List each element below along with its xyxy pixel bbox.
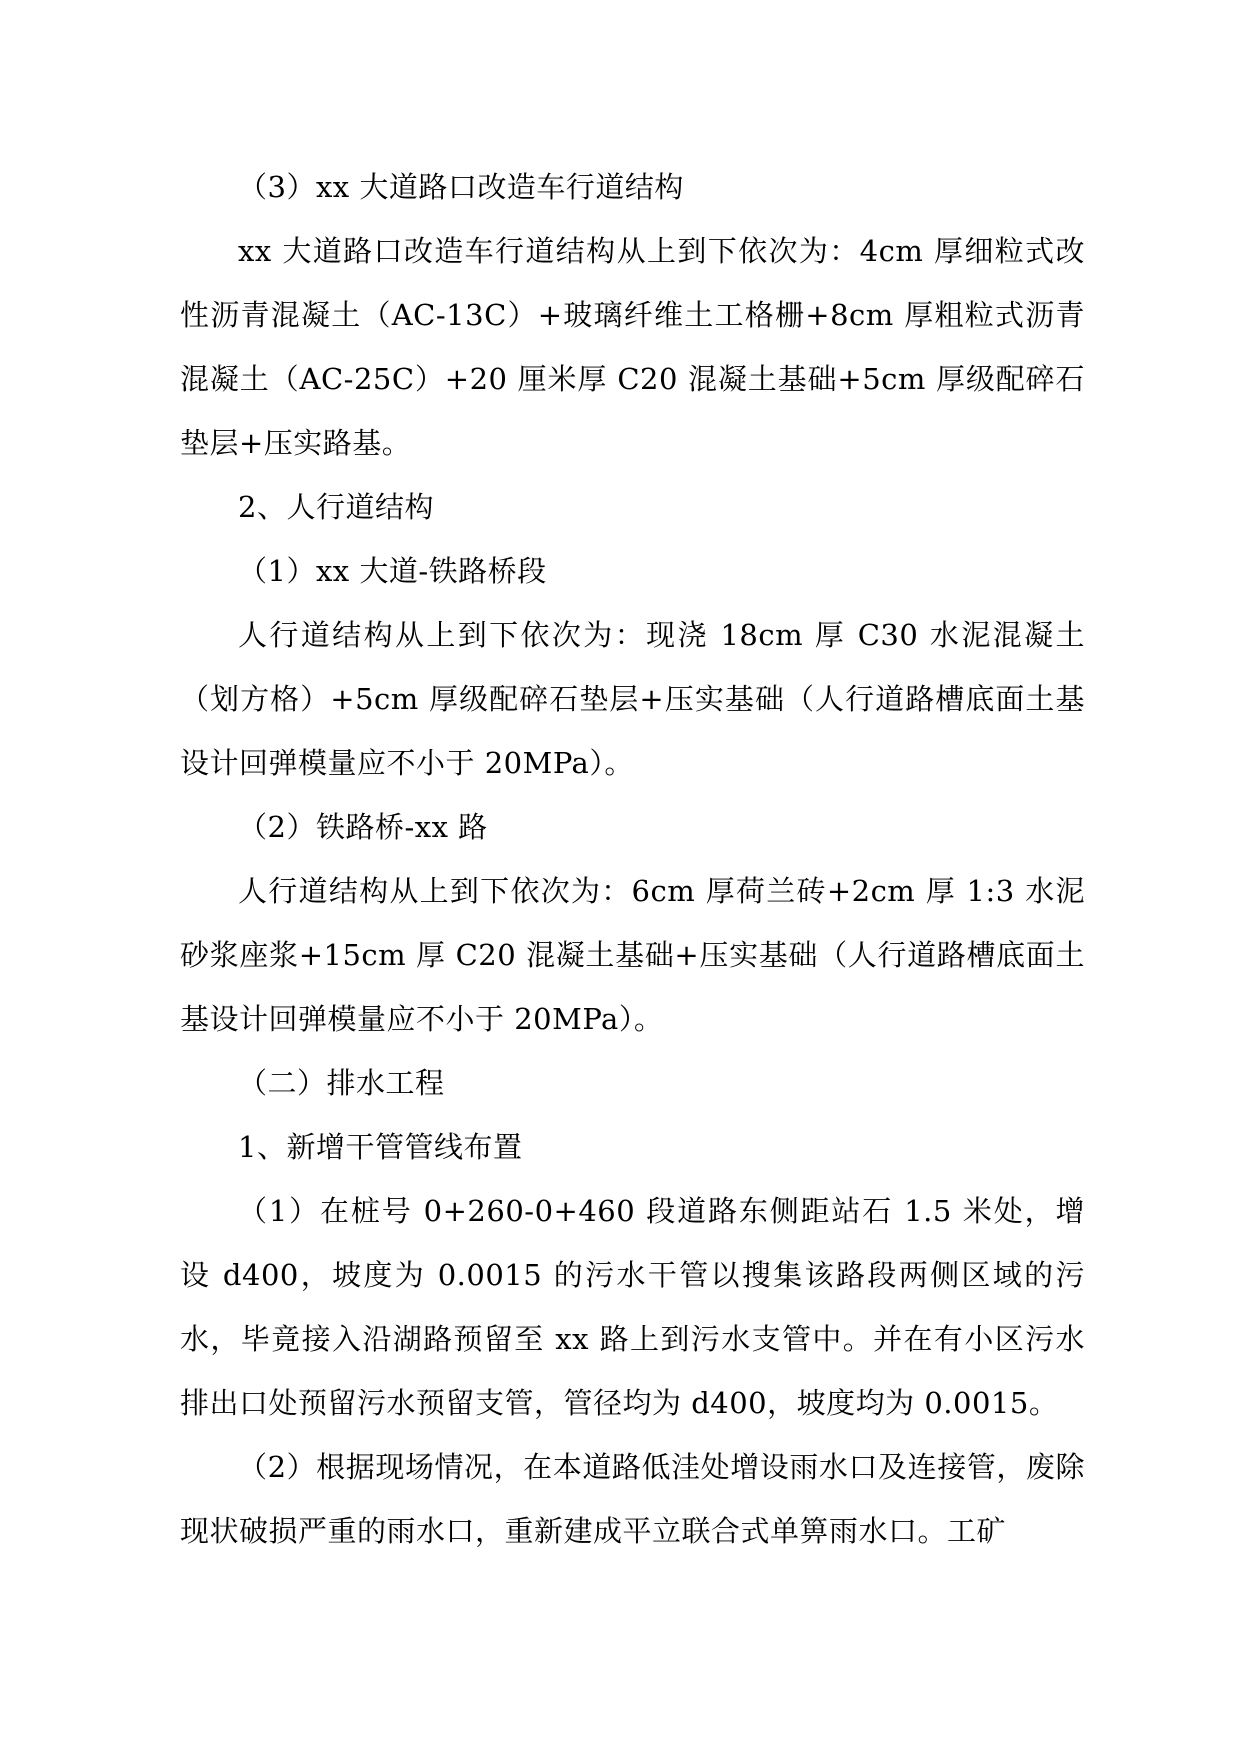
heading-new-main-pipeline: 1、新增干管管线布置 xyxy=(238,1130,523,1164)
heading-drainage-works: （二）排水工程 xyxy=(238,1066,445,1100)
paragraph-roadway-layers: xx 大道路口改造车行道结构从上到下依次为：4cm 厚细粒式改性沥青混凝土（AC-13C）+玻璃纤维土工格栅+8cm 厚粗粒式沥青混凝土（AC-25C）+20 厘米厚 C20 混凝土基础+5cm 厚级配碎石垫层+压实路基。 xyxy=(180,234,1085,460)
subheading-bridge-to-road: （2）铁路桥-xx 路 xyxy=(238,810,488,844)
paragraph-sidewalk-layers-1: 人行道结构从上到下依次为：现浇 18cm 厚 C30 水泥混凝土（划方格）+5cm 厚级配碎石垫层+压实基础（人行道路槽底面土基设计回弹模量应不小于 20MPa）。 xyxy=(180,618,1085,780)
paragraph-sidewalk-layers-2: 人行道结构从上到下依次为：6cm 厚荷兰砖+2cm 厚 1:3 水泥砂浆座浆+15cm 厚 C20 混凝土基础+压实基础（人行道路槽底面土基设计回弹模量应不小于 20MPa）。 xyxy=(180,874,1085,1036)
paragraph-rain-inlets: （2）根据现场情况，在本道路低洼处增设雨水口及连接管，废除现状破损严重的雨水口，重新建成平立联合式单箅雨水口。工矿 xyxy=(180,1450,1085,1548)
subheading-railway-bridge-section: （1）xx 大道-铁路桥段 xyxy=(238,554,547,588)
heading-sidewalk-structure: 2、人行道结构 xyxy=(238,490,434,524)
subheading-roadway-structure: （3）xx 大道路口改造车行道结构 xyxy=(238,170,684,204)
document-body xyxy=(180,155,1085,1563)
paragraph-sewer-main: （1）在桩号 0+260-0+460 段道路东侧距站石 1.5 米处，增设 d400，坡度为 0.0015 的污水干管以搜集该路段两侧区域的污水，毕竟接入沿湖路预留至 xx 路上到污水支管中。并在有小区污水排出口处预留污水预留支管，管径均为 d400，坡度均为 0.0015。 xyxy=(180,1194,1085,1420)
